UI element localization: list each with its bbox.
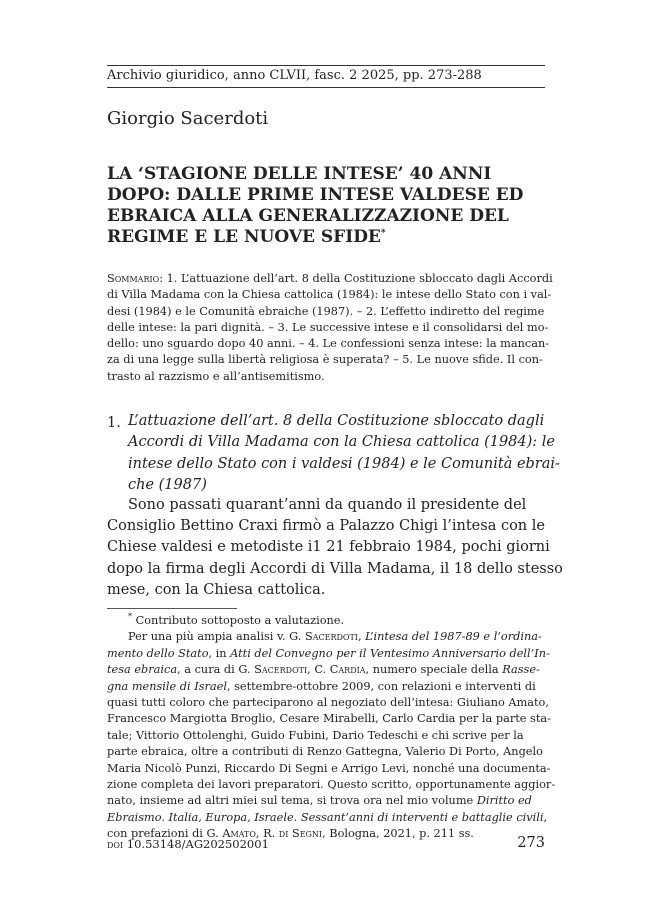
section-title-line: L’attuazione dell’art. 8 della Costituzione sbloccato dagli bbox=[128, 413, 545, 429]
doi-value: 10.53148/AG202502001 bbox=[123, 837, 269, 851]
body-line: mese, con la Chiesa cattolica. bbox=[107, 581, 326, 598]
summary-label: Sommario: bbox=[107, 272, 164, 285]
title-line: EBRAICA ALLA GENERALIZZAZIONE DEL bbox=[107, 206, 509, 226]
summary-line: di Villa Madama con la Chiesa cattolica (1984): le intese dello Stato con i val- bbox=[107, 288, 552, 302]
title-line bbox=[107, 227, 557, 248]
footnote-line: tale; Vittorio Ottolenghi, Guido Fubini, Dario Tedeschi e chi scrive per la bbox=[107, 728, 524, 742]
section-title-line: che (1987) bbox=[128, 476, 207, 493]
footnote-line bbox=[107, 662, 547, 678]
page-number: 273 bbox=[517, 835, 545, 851]
footnote-line bbox=[107, 679, 547, 695]
summary-line: trasto al razzismo e all’antisemitismo. bbox=[107, 369, 325, 383]
footnote-rule bbox=[107, 608, 237, 609]
footnote-text: , in bbox=[208, 646, 231, 660]
header-rule-bottom bbox=[107, 87, 545, 88]
footnote-italic: Ebraismo. Italia, Europa, Israele. Sessant’anni di interventi e battaglie civili bbox=[107, 810, 544, 824]
footnote-author: Sacerdoti bbox=[254, 663, 308, 677]
footnote-line: Francesco Margiotta Broglio, Cesare Mirabelli, Carlo Cardia per la parte sta- bbox=[107, 712, 551, 726]
summary-block bbox=[107, 271, 553, 385]
footnote-text: , bbox=[543, 810, 548, 824]
footnote-line bbox=[107, 629, 547, 645]
summary-line: desi (1984) e le Comunità ebraiche (1987). – 2. L’effetto indiretto del regime bbox=[107, 304, 545, 318]
footnote-author: Amato bbox=[222, 827, 256, 841]
footnote-author: Sacerdoti bbox=[304, 630, 358, 644]
footnote-mark: * bbox=[128, 612, 132, 622]
footnote-text: con prefazioni di G. bbox=[107, 827, 223, 841]
footnote-italic: Rasse- bbox=[502, 663, 540, 677]
footnote-line bbox=[107, 646, 550, 662]
footnote-line bbox=[107, 613, 547, 629]
footnotes-block bbox=[107, 612, 556, 843]
title-footnote-mark: * bbox=[380, 228, 386, 239]
title-line: DOPO: DALLE PRIME INTESE VALDESE ED bbox=[107, 185, 524, 205]
section-title-line: Accordi di Villa Madama con la Chiesa cattolica (1984): le bbox=[128, 434, 555, 451]
body-line: Sono passati quarant’anni da quando il presidente del bbox=[128, 497, 527, 513]
footnote-text: nato, insieme ad altri miei sul tema, si trova ora nel mio volume bbox=[107, 794, 477, 808]
section-title bbox=[128, 411, 560, 496]
title-line-text: REGIME E LE NUOVE SFIDE bbox=[107, 227, 381, 247]
footnote-line: parte ebraica, oltre a contributi di Renzo Gattegna, Valerio Di Porto, Angelo bbox=[107, 745, 543, 759]
body-line: Consiglio Bettino Craxi firmò a Palazzo Chigi l’intesa con le bbox=[107, 518, 545, 535]
footnote-italic: Diritto ed bbox=[476, 794, 532, 808]
summary-line: delle intese: la pari dignità. – 3. Le successive intese e il consolidarsi del mo- bbox=[107, 320, 549, 334]
footnote-italic: L’intesa del 1987-89 e l’ordina- bbox=[365, 630, 542, 644]
footnote-text: Per una più ampia analisi v. G. bbox=[128, 630, 305, 644]
doi-label: doi bbox=[107, 837, 124, 851]
body-line: dopo la firma degli Accordi di Villa Madama, il 18 dello stesso bbox=[107, 560, 563, 577]
footnote-line: Maria Nicolò Punzi, Riccardo Di Segni e Arrigo Levi, nonché una documenta- bbox=[107, 761, 551, 775]
footnote-text: , R. bbox=[255, 827, 279, 841]
footnote-text: , settembre-ottobre 2009, con relazioni e interventi di bbox=[226, 679, 536, 693]
summary-text: 1. L’attuazione dell’art. 8 della Costituzione sbloccato dagli Accordi bbox=[163, 272, 553, 285]
footnote-line: zione completa dei lavori preparatori. Questo scritto, opportunamente aggior- bbox=[107, 778, 556, 792]
doi bbox=[107, 836, 269, 852]
author-name: Giorgio Sacerdoti bbox=[107, 108, 269, 129]
footnote-text: , numero speciale della bbox=[365, 663, 503, 677]
journal-citation: Archivio giuridico, anno CLVII, fasc. 2 2025, pp. 273-288 bbox=[107, 68, 482, 83]
footnote-author: Cardia bbox=[329, 663, 366, 677]
title-line: LA ‘STAGIONE DELLE INTESE’ 40 ANNI bbox=[107, 164, 492, 184]
summary-line: dello: uno sguardo dopo 40 anni. – 4. Le confessioni senza intese: la mancan- bbox=[107, 337, 550, 351]
header-rule-top bbox=[107, 65, 545, 66]
footnote-italic: gna mensile di Israel bbox=[107, 679, 227, 693]
footnote-text: , Bologna, 2021, p. 211 ss. bbox=[322, 827, 474, 841]
footnote-text: , bbox=[357, 630, 366, 644]
footnote-line: quasi tutti coloro che parteciparono al negoziato dell’intesa: Giuliano Amato, bbox=[107, 696, 549, 710]
article-title bbox=[107, 164, 557, 248]
footnote-line bbox=[107, 810, 547, 826]
body-line: Chiese valdesi e metodiste i1 21 febbraio 1984, pochi giorni bbox=[107, 539, 550, 556]
footnote-author: di Segni bbox=[278, 827, 323, 841]
body-paragraph bbox=[107, 495, 563, 601]
summary-line: za di una legge sulla libertà religiosa è superata? – 5. Le nuove sfide. Il con- bbox=[107, 353, 543, 367]
footnote-italic: mento dello Stato bbox=[107, 646, 209, 660]
summary-line bbox=[107, 271, 553, 287]
footnote-line bbox=[107, 793, 547, 809]
section-number: 1. bbox=[107, 415, 121, 431]
section-title-line: intese dello Stato con i valdesi (1984) e le Comunità ebrai- bbox=[128, 455, 560, 472]
footnote-text: , a cura di G. bbox=[177, 663, 255, 677]
footnote-text: Contributo sottoposto a valutazione. bbox=[135, 614, 345, 627]
footnote-italic: tesa ebraica bbox=[107, 663, 178, 677]
footnote-text: , C. bbox=[307, 663, 330, 677]
footnote-italic: Atti del Convegno per il Ventesimo Anniversario dell’In- bbox=[230, 646, 550, 660]
